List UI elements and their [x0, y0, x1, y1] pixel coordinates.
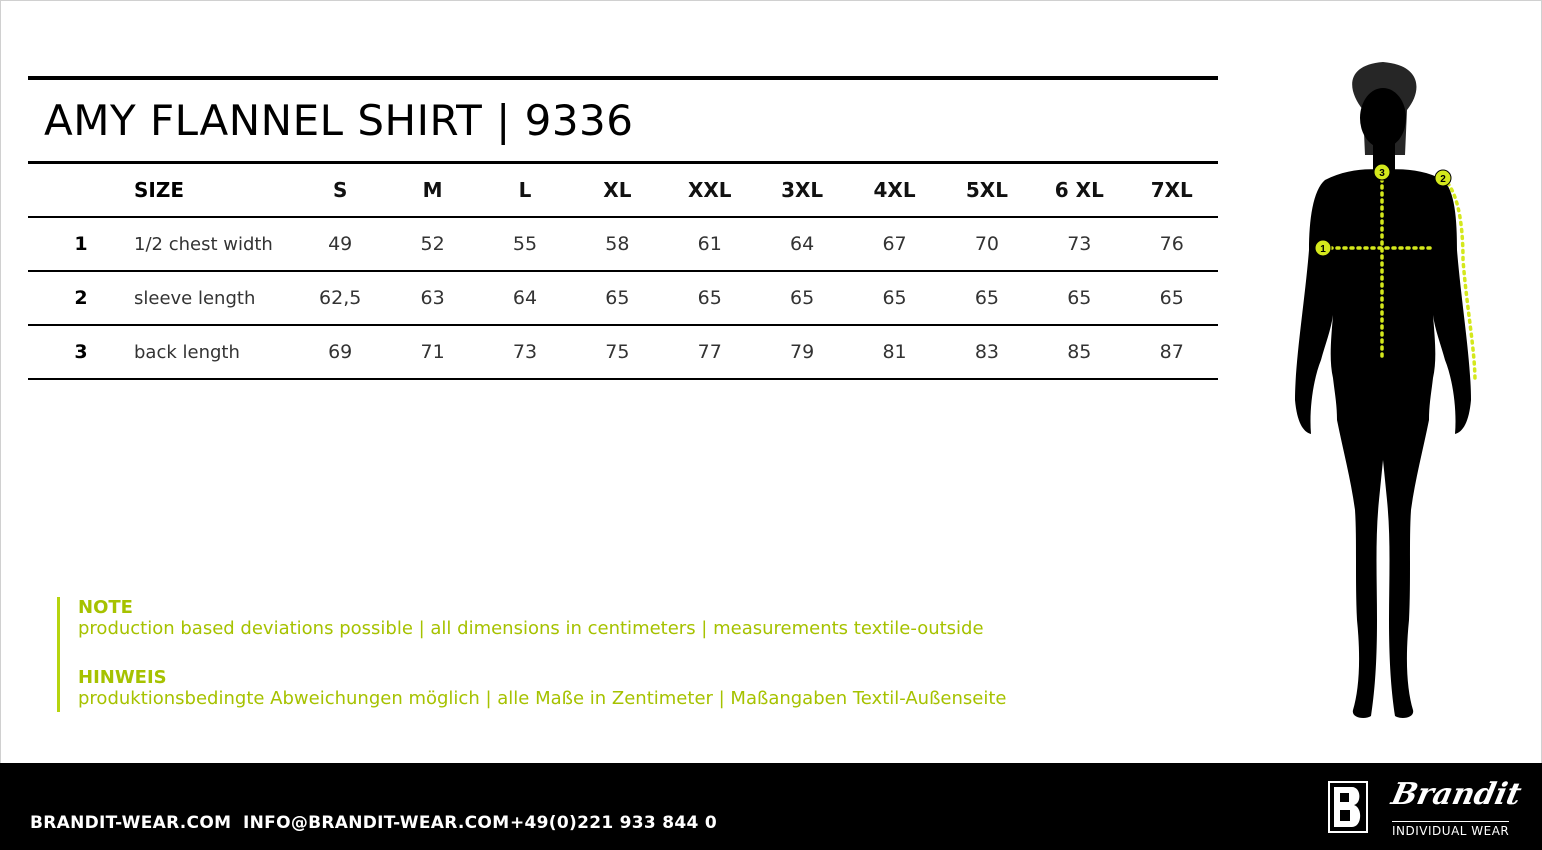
table-cell: 52 — [386, 217, 478, 271]
table-cell: 75 — [571, 325, 663, 379]
size-col-header: 3XL — [756, 164, 848, 217]
table-cell: 63 — [386, 271, 478, 325]
size-chart-table — [28, 164, 1218, 380]
table-cell: 65 — [571, 271, 663, 325]
table-cell: 64 — [756, 217, 848, 271]
size-col-header: 4XL — [848, 164, 940, 217]
size-col-header: S — [294, 164, 386, 217]
hinweis-heading: HINWEIS — [78, 667, 167, 688]
table-cell: 65 — [664, 271, 756, 325]
table-cell: 65 — [848, 271, 940, 325]
table-row — [28, 325, 1218, 379]
silhouette — [1295, 62, 1471, 718]
size-col-header: 6 XL — [1033, 164, 1125, 217]
hinweis-text: produktionsbedingte Abweichungen möglich | alle Maße in Zentimeter | Maßangaben Textil-Außenseite — [78, 688, 1007, 709]
table-cell: 76 — [1126, 217, 1218, 271]
table-cell: 49 — [294, 217, 386, 271]
body-silhouette-figure — [1285, 60, 1485, 725]
table-cell: 77 — [664, 325, 756, 379]
table-row — [28, 271, 1218, 325]
brand-name-script: Brandit — [1388, 777, 1525, 812]
page-title: AMY FLANNEL SHIRT | 9336 — [44, 96, 634, 145]
table-cell: 85 — [1033, 325, 1125, 379]
marker-3 — [1374, 164, 1390, 180]
table-cell: 81 — [848, 325, 940, 379]
row-number: 3 — [28, 325, 134, 379]
table-cell: 83 — [941, 325, 1033, 379]
footer-email: INFO@BRANDIT-WEAR.COM — [243, 813, 510, 833]
size-header-row — [28, 164, 1218, 217]
table-row — [28, 217, 1218, 271]
table-cell: 61 — [664, 217, 756, 271]
footer-website: BRANDIT-WEAR.COM — [30, 813, 232, 833]
footer-bar — [0, 763, 1542, 850]
table-cell: 73 — [1033, 217, 1125, 271]
note-heading: NOTE — [78, 597, 133, 618]
svg-text:2: 2 — [1440, 174, 1446, 185]
measurement-label: 1/2 chest width — [134, 217, 294, 271]
measurement-label: back length — [134, 325, 294, 379]
table-cell: 70 — [941, 217, 1033, 271]
table-cell: 67 — [848, 217, 940, 271]
table-cell: 58 — [571, 217, 663, 271]
table-cell: 71 — [386, 325, 478, 379]
table-cell: 55 — [479, 217, 571, 271]
svg-text:1: 1 — [1320, 244, 1326, 255]
table-cell: 65 — [941, 271, 1033, 325]
size-col-header: M — [386, 164, 478, 217]
table-cell: 65 — [756, 271, 848, 325]
note-text: production based deviations possible | all dimensions in centimeters | measurements textile-outside — [78, 618, 984, 639]
size-col-header: 7XL — [1126, 164, 1218, 217]
header-number-cell — [28, 164, 134, 217]
table-cell: 69 — [294, 325, 386, 379]
row-number: 2 — [28, 271, 134, 325]
size-col-header: XL — [571, 164, 663, 217]
size-header: SIZE — [134, 164, 294, 217]
brand-tagline: INDIVIDUAL WEAR — [1392, 821, 1509, 838]
table-cell: 62,5 — [294, 271, 386, 325]
row-number: 1 — [28, 217, 134, 271]
notes-block — [57, 597, 1006, 712]
brandit-b-logo-icon — [1328, 781, 1368, 833]
size-col-header: L — [479, 164, 571, 217]
svg-text:3: 3 — [1379, 168, 1385, 179]
marker-2 — [1435, 170, 1451, 186]
table-cell: 73 — [479, 325, 571, 379]
table-cell: 64 — [479, 271, 571, 325]
size-col-header: 5XL — [941, 164, 1033, 217]
table-cell: 79 — [756, 325, 848, 379]
measurement-label: sleeve length — [134, 271, 294, 325]
table-cell: 87 — [1126, 325, 1218, 379]
table-cell: 65 — [1033, 271, 1125, 325]
table-cell: 65 — [1126, 271, 1218, 325]
marker-1 — [1315, 240, 1331, 256]
title-top-rule — [28, 76, 1218, 80]
footer-phone: +49(0)221 933 844 0 — [510, 813, 718, 833]
size-col-header: XXL — [664, 164, 756, 217]
